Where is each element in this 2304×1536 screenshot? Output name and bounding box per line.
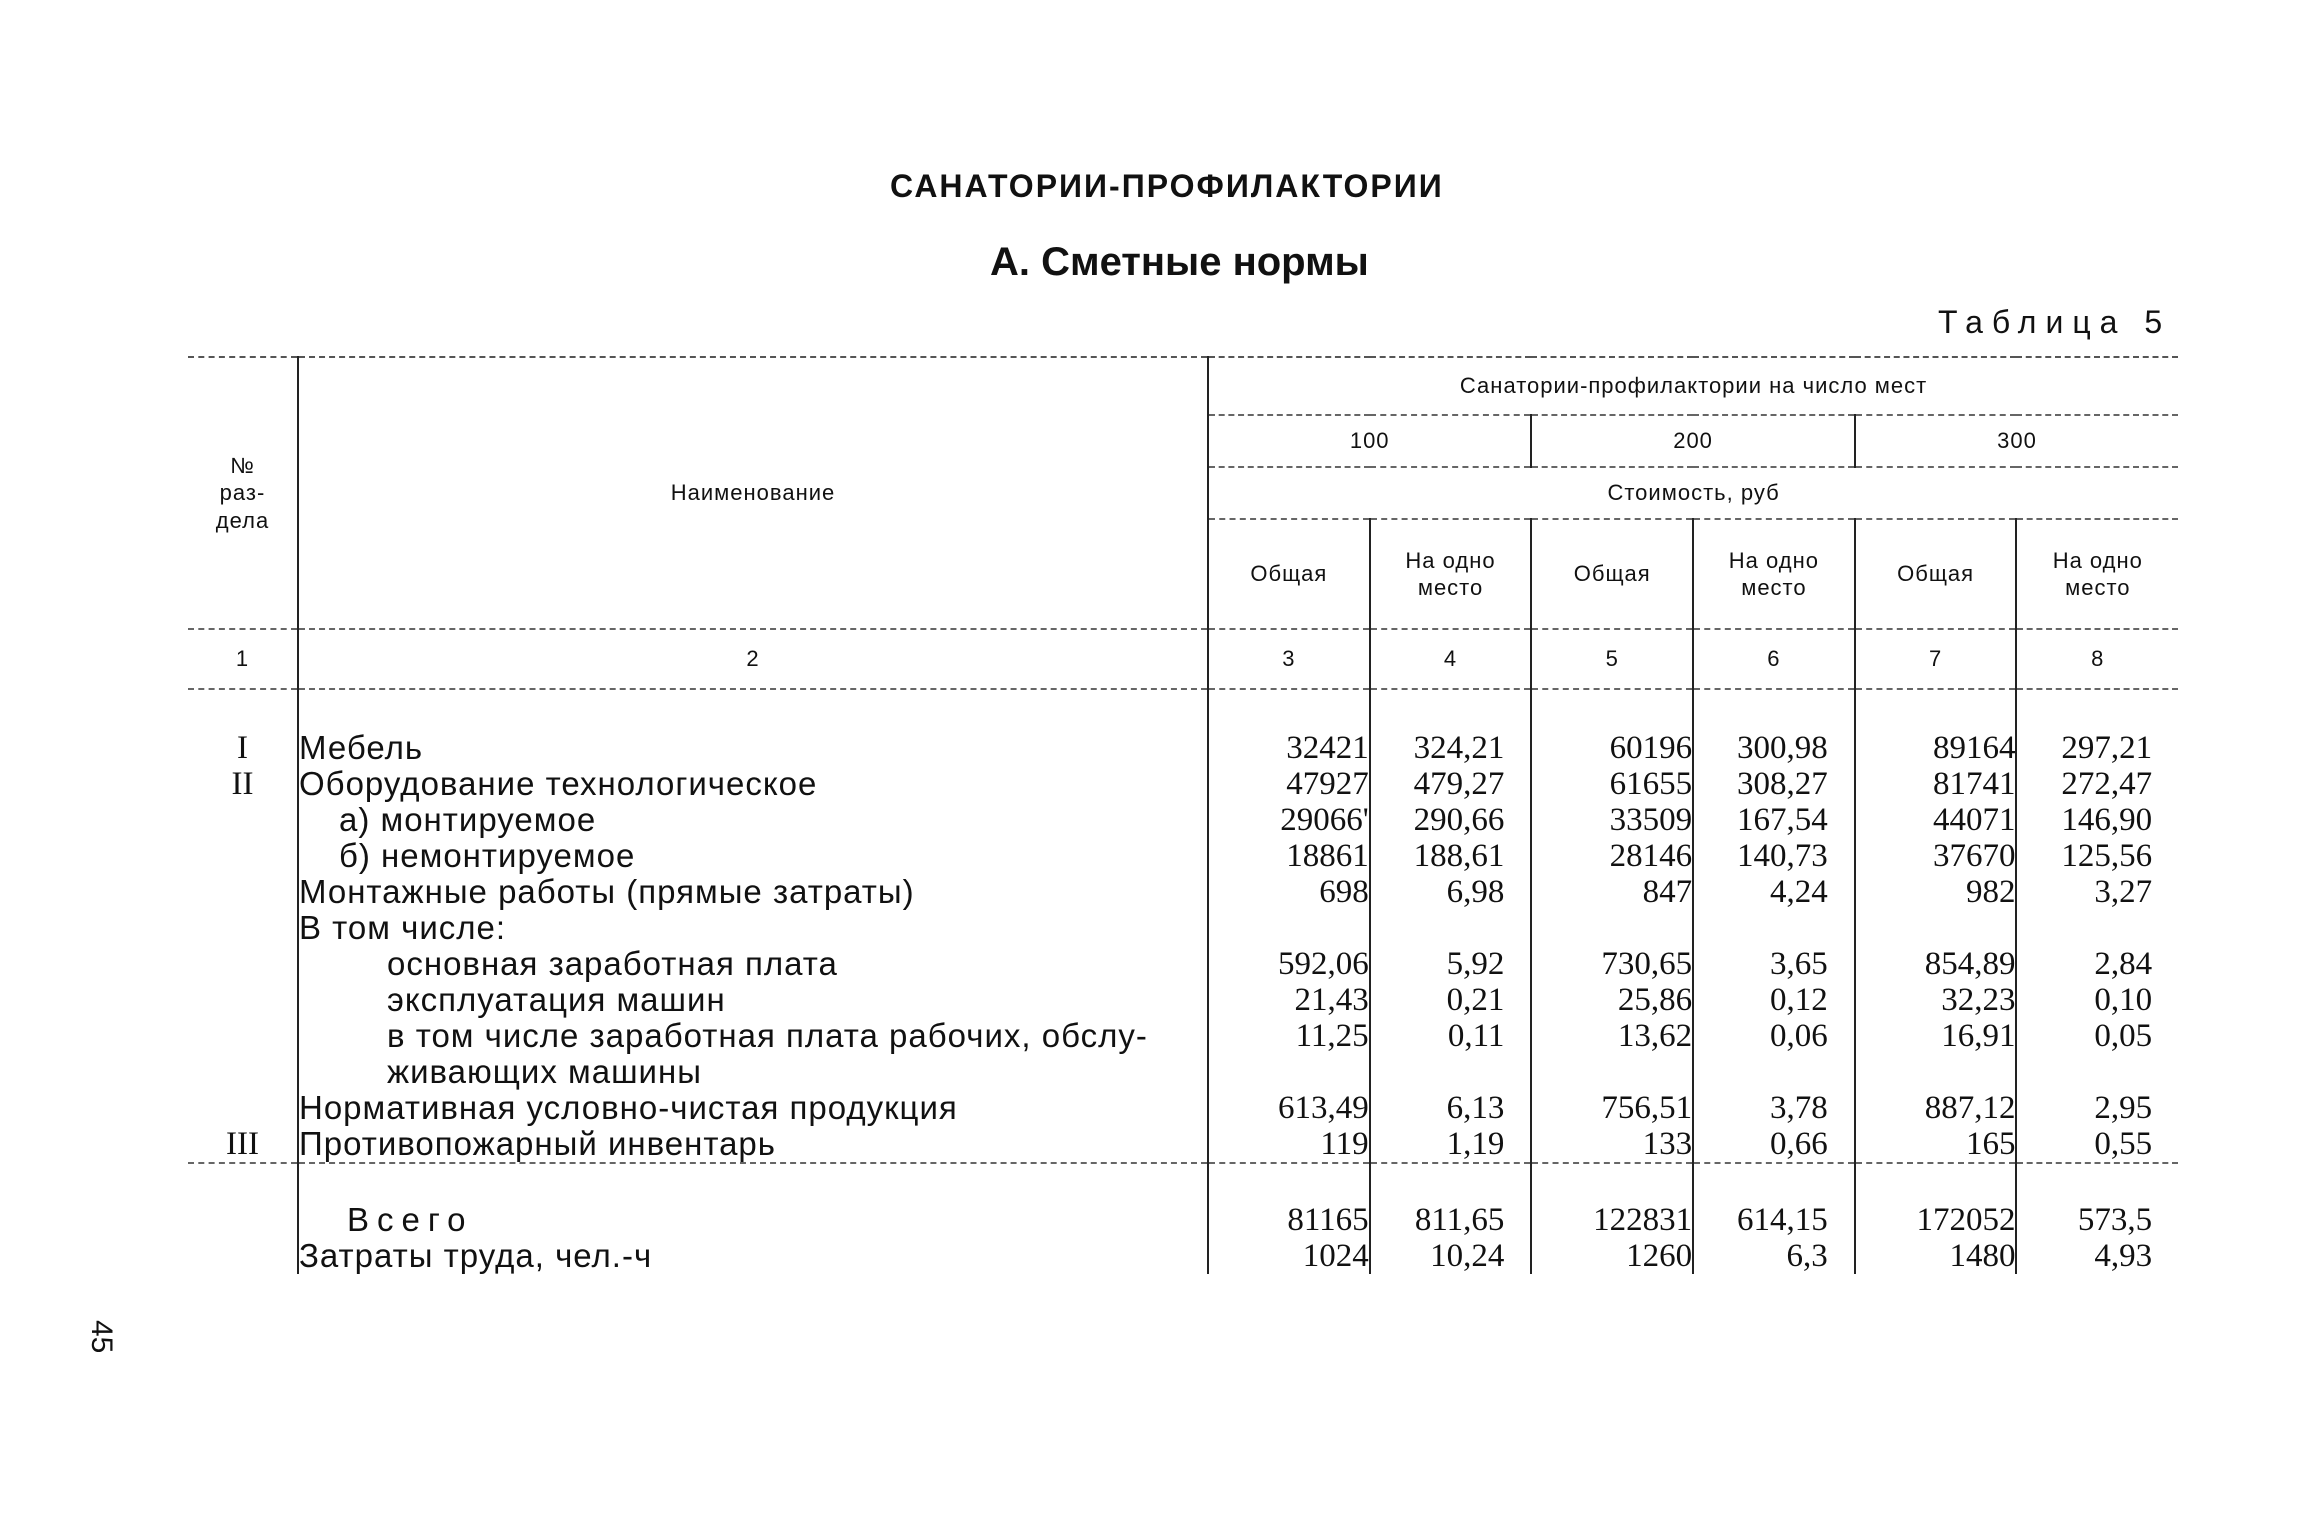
total-cost-cell: 982 xyxy=(1855,874,2017,910)
item-name-cell: а) монтируемое xyxy=(298,802,1208,838)
total-cost-cell: 698 xyxy=(1208,874,1370,910)
per-place-cost-cell: 3,65 xyxy=(1693,946,1855,982)
per-place-cost-cell: 6,13 xyxy=(1370,1090,1532,1126)
total-cost-cell: 81165 xyxy=(1208,1202,1370,1238)
total-cost-cell: 89164 xyxy=(1855,730,2017,766)
per-place-cost-cell: 0,21 xyxy=(1370,982,1532,1018)
per-place-cost-cell: 3,78 xyxy=(1693,1090,1855,1126)
per-place-cost-cell: 6,3 xyxy=(1693,1238,1855,1274)
per-place-cost-cell: 290,66 xyxy=(1370,802,1532,838)
header-section-number xyxy=(188,357,298,629)
total-cost-cell: 81741 xyxy=(1855,766,2017,802)
item-name-cell: Противопожарный инвентарь xyxy=(298,1126,1208,1163)
per-place-cost-cell: 0,10 xyxy=(2016,982,2178,1018)
table-row xyxy=(188,1054,2178,1090)
item-name-cell: Затраты труда, чел.-ч xyxy=(298,1238,1208,1274)
section-number-cell xyxy=(188,874,298,910)
table-body xyxy=(188,689,2178,1202)
header-per-place: На одно место xyxy=(1370,519,1532,629)
table-row xyxy=(188,766,2178,802)
total-cost-cell: 1024 xyxy=(1208,1238,1370,1274)
per-place-cost-cell: 0,05 xyxy=(2016,1018,2178,1054)
total-cost-cell: 25,86 xyxy=(1531,982,1693,1018)
total-cost-cell: 613,49 xyxy=(1208,1090,1370,1126)
section-number-cell: II xyxy=(231,766,254,802)
total-cost-cell xyxy=(1208,910,1370,946)
item-name-cell: основная заработная плата xyxy=(298,946,1208,982)
total-cost-cell: 122831 xyxy=(1531,1202,1693,1238)
header-capacity-100: 100 xyxy=(1208,415,1531,467)
total-row xyxy=(188,1238,2178,1274)
per-place-cost-cell: 2,95 xyxy=(2016,1090,2178,1126)
section-number-cell xyxy=(188,802,298,838)
section-number-cell xyxy=(188,838,298,874)
total-cost-cell: 165 xyxy=(1855,1126,2017,1163)
per-place-cost-cell xyxy=(2016,910,2178,946)
per-place-cost-cell: 10,24 xyxy=(1370,1238,1532,1274)
total-cost-cell: 854,89 xyxy=(1855,946,2017,982)
total-cost-cell: 730,65 xyxy=(1531,946,1693,982)
per-place-cost-cell xyxy=(1370,1054,1532,1090)
per-place-cost-cell: 297,21 xyxy=(2016,730,2178,766)
item-name-cell: Мебель xyxy=(298,730,1208,766)
per-place-cost-cell: 2,84 xyxy=(2016,946,2178,982)
header-per-place: На одно место xyxy=(2016,519,2178,629)
table-row xyxy=(188,1126,2178,1163)
column-number: 2 xyxy=(298,629,1208,689)
total-cost-cell: 37670 xyxy=(1855,838,2017,874)
per-place-cost-cell: 6,98 xyxy=(1370,874,1532,910)
total-cost-cell xyxy=(1208,1054,1370,1090)
per-place-cost-cell: 1,19 xyxy=(1370,1126,1532,1163)
per-place-cost-cell: 0,55 xyxy=(2016,1126,2178,1163)
total-cost-cell: 16,91 xyxy=(1855,1018,2017,1054)
item-name-cell: Нормативная условно-чистая продукция xyxy=(298,1090,1208,1126)
per-place-cost-cell: 0,66 xyxy=(1693,1126,1855,1163)
per-place-cost-cell: 5,92 xyxy=(1370,946,1532,982)
total-cost-cell: 13,62 xyxy=(1531,1018,1693,1054)
header-cost: Стоимость, руб xyxy=(1208,467,2178,519)
per-place-cost-cell: 0,06 xyxy=(1693,1018,1855,1054)
total-cost-cell: 592,06 xyxy=(1208,946,1370,982)
header-total: Общая xyxy=(1531,519,1693,629)
table-row xyxy=(188,1018,2178,1054)
table-header xyxy=(188,357,2178,689)
total-row xyxy=(188,1202,2178,1238)
section-number-cell: III xyxy=(226,1126,259,1162)
estimate-norms-table xyxy=(188,356,2178,1274)
column-number: 1 xyxy=(188,629,298,689)
per-place-cost-cell: 324,21 xyxy=(1370,730,1532,766)
per-place-cost-cell: 4,93 xyxy=(2016,1238,2178,1274)
section-number-cell xyxy=(188,1202,298,1238)
header-group: Санатории-профилактории на число мест xyxy=(1208,357,2178,415)
per-place-cost-cell: 188,61 xyxy=(1370,838,1532,874)
total-cost-cell: 847 xyxy=(1531,874,1693,910)
total-cost-cell xyxy=(1531,910,1693,946)
section-number-cell xyxy=(188,910,298,946)
per-place-cost-cell: 140,73 xyxy=(1693,838,1855,874)
per-place-cost-cell: 4,24 xyxy=(1693,874,1855,910)
total-cost-cell xyxy=(1855,1054,2017,1090)
section-number-cell xyxy=(188,982,298,1018)
per-place-cost-cell: 614,15 xyxy=(1693,1202,1855,1238)
total-cost-cell: 1260 xyxy=(1531,1238,1693,1274)
total-cost-cell: 1480 xyxy=(1855,1238,2017,1274)
total-cost-cell: 172052 xyxy=(1855,1202,2017,1238)
header-per-place: На одно место xyxy=(1693,519,1855,629)
table-row xyxy=(188,802,2178,838)
section-number-cell xyxy=(188,1018,298,1054)
per-place-cost-cell xyxy=(1693,910,1855,946)
per-place-cost-cell: 479,27 xyxy=(1370,766,1532,802)
total-cost-cell: 33509 xyxy=(1531,802,1693,838)
section-number-cell xyxy=(188,1054,298,1090)
per-place-cost-cell: 3,27 xyxy=(2016,874,2178,910)
header-section-number-line2: раз- xyxy=(219,480,266,506)
document-title: САНАТОРИИ-ПРОФИЛАКТОРИИ xyxy=(890,168,1444,204)
table-totals xyxy=(188,1202,2178,1274)
header-section-number-line3: дела xyxy=(215,507,270,533)
item-name-cell: Монтажные работы (прямые затраты) xyxy=(298,874,1208,910)
header-section-number-line1: № xyxy=(230,452,255,478)
table-row xyxy=(188,730,2178,766)
total-cost-cell: 32421 xyxy=(1208,730,1370,766)
section-number-cell xyxy=(188,1090,298,1126)
section-title: А. Сметные нормы xyxy=(990,240,1369,284)
total-cost-cell: 32,23 xyxy=(1855,982,2017,1018)
per-place-cost-cell: 272,47 xyxy=(2016,766,2178,802)
total-cost-cell: 61655 xyxy=(1531,766,1693,802)
header-capacity-200: 200 xyxy=(1531,415,1854,467)
total-cost-cell: 887,12 xyxy=(1855,1090,2017,1126)
total-cost-cell: 119 xyxy=(1208,1126,1370,1163)
per-place-cost-cell: 0,11 xyxy=(1370,1018,1532,1054)
section-number-cell xyxy=(188,946,298,982)
item-name-cell: В том числе: xyxy=(298,910,1208,946)
total-cost-cell: 29066' xyxy=(1208,802,1370,838)
table-row xyxy=(188,838,2178,874)
per-place-cost-cell: 811,65 xyxy=(1370,1202,1532,1238)
column-number: 4 xyxy=(1370,629,1532,689)
item-name-cell: в том числе заработная плата рабочих, обслу- xyxy=(298,1018,1208,1054)
per-place-cost-cell xyxy=(1370,910,1532,946)
table-label: Таблица 5 xyxy=(1938,304,2172,340)
column-number: 8 xyxy=(2016,629,2178,689)
total-cost-cell: 11,25 xyxy=(1208,1018,1370,1054)
total-cost-cell: 60196 xyxy=(1531,730,1693,766)
total-cost-cell xyxy=(1531,1054,1693,1090)
per-place-cost-cell xyxy=(1693,1054,1855,1090)
total-cost-cell: 47927 xyxy=(1208,766,1370,802)
item-name-cell: эксплуатация машин xyxy=(298,982,1208,1018)
header-total: Общая xyxy=(1855,519,2017,629)
table-row xyxy=(188,910,2178,946)
total-cost-cell xyxy=(1855,910,2017,946)
per-place-cost-cell: 573,5 xyxy=(2016,1202,2178,1238)
item-name-cell: живающих машины xyxy=(298,1054,1208,1090)
column-number: 5 xyxy=(1531,629,1693,689)
total-cost-cell: 44071 xyxy=(1855,802,2017,838)
per-place-cost-cell: 146,90 xyxy=(2016,802,2178,838)
per-place-cost-cell: 300,98 xyxy=(1693,730,1855,766)
column-number: 7 xyxy=(1855,629,2017,689)
total-cost-cell: 28146 xyxy=(1531,838,1693,874)
item-name-cell: Оборудование технологическое xyxy=(298,766,1208,802)
total-cost-cell: 21,43 xyxy=(1208,982,1370,1018)
item-name-cell: б) немонтируемое xyxy=(298,838,1208,874)
per-place-cost-cell xyxy=(2016,1054,2178,1090)
per-place-cost-cell: 125,56 xyxy=(2016,838,2178,874)
per-place-cost-cell: 308,27 xyxy=(1693,766,1855,802)
column-number: 6 xyxy=(1693,629,1855,689)
header-total: Общая xyxy=(1208,519,1370,629)
total-cost-cell: 756,51 xyxy=(1531,1090,1693,1126)
total-cost-cell: 18861 xyxy=(1208,838,1370,874)
page-number: 45 xyxy=(85,1320,118,1354)
header-name: Наименование xyxy=(298,357,1208,629)
per-place-cost-cell: 0,12 xyxy=(1693,982,1855,1018)
table-row xyxy=(188,874,2178,910)
section-number-cell: I xyxy=(237,730,248,766)
table-row xyxy=(188,1090,2178,1126)
column-number: 3 xyxy=(1208,629,1370,689)
section-number-cell xyxy=(188,1238,298,1274)
table-row xyxy=(188,946,2178,982)
item-name-cell: Всего xyxy=(298,1202,1208,1238)
per-place-cost-cell: 167,54 xyxy=(1693,802,1855,838)
table-row xyxy=(188,982,2178,1018)
header-capacity-300: 300 xyxy=(1855,415,2178,467)
total-cost-cell: 133 xyxy=(1531,1126,1693,1163)
